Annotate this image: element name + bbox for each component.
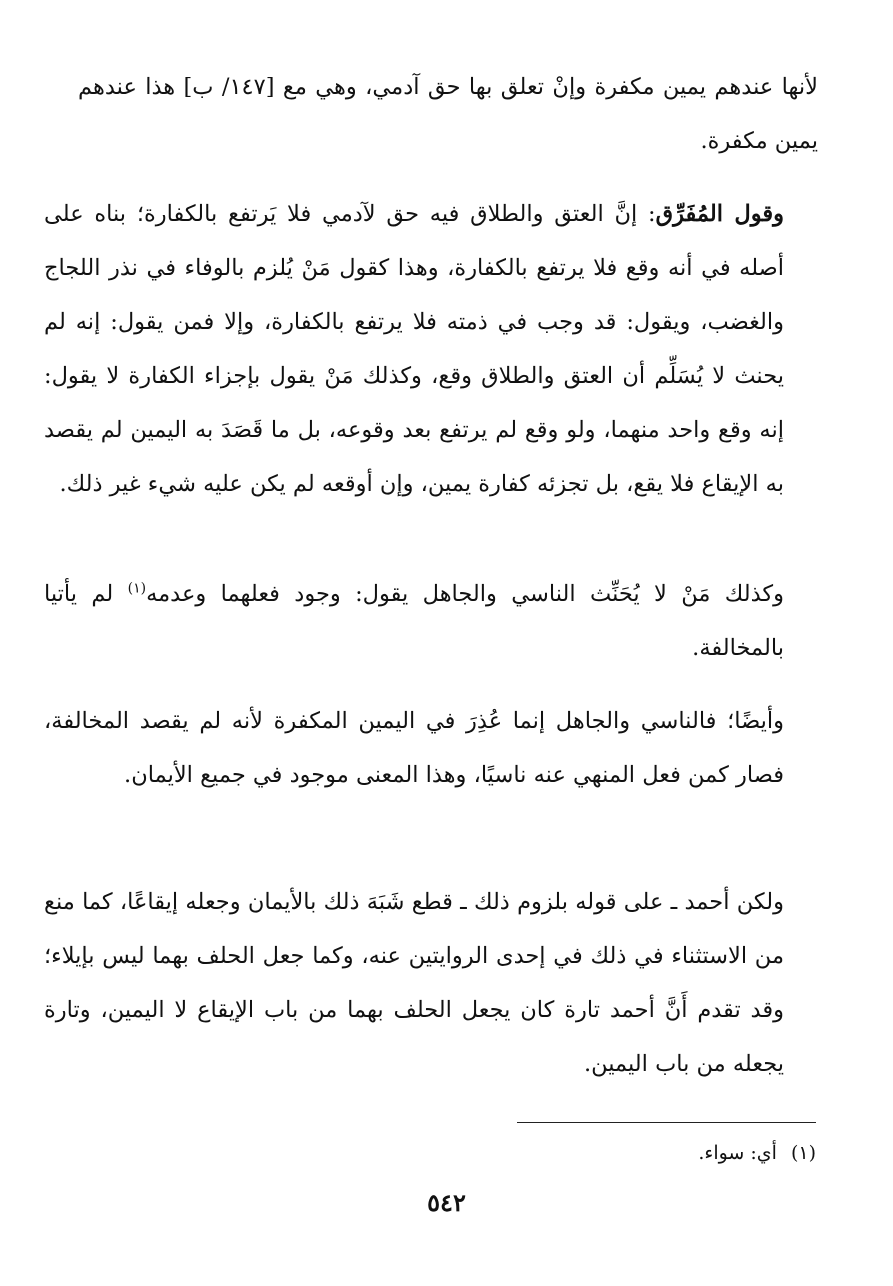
paragraph-4-text: وأيضًا؛ فالناسي والجاهل إنما عُذِرَ في اليمين المكفرة لأنه لم يقصد المخالفة، فصار كمن فعل المنهي عنه ناسيًا، وهذا المعنى موجود في جميع الأيمان. [44,708,784,788]
paragraph-2-lead: وقول المُفَرِّق [655,201,784,227]
paragraph-2 [44,187,818,511]
paragraph-3-text-before: وكذلك مَنْ لا يُحَنِّث الناسي والجاهل يقول: وجود فعلهما وعدمه [146,581,784,607]
footnote-separator [517,1122,816,1123]
paragraph-1-text: لأنها عندهم يمين مكفرة وإنْ تعلق بها حق آدمي، وهي مع [١٤٧/ ب] هذا عندهم يمين مكفرة. [78,74,818,154]
page-number: ٥٤٢ [427,1188,466,1217]
footnote-text: أي: سواء. [698,1142,777,1164]
paragraph-5-text: ولكن أحمد ـ على قوله بلزوم ذلك ـ قطع شَبَهَ ذلك بالأيمان وجعله إيقاعًا، كما منع من الاستثناء في ذلك في إحدى الروايتين عنه، وكما جعل الحلف بهما ليس بإيلاء؛ وقد تقدم أَنَّ أحمد تارة كان يجعل الحلف بهما من باب الإيقاع لا اليمين، وتارة يجعله من باب اليمين. [44,889,784,1077]
paragraph-2-text: : إنَّ العتق والطلاق فيه حق لآدمي فلا يَرتفع بالكفارة؛ بناه على أصله في أنه وقع فلا يرتفع بالكفارة، وهذا كقول مَنْ يُلزم بالوفاء في نذر اللجاج والغضب، ويقول: قد وجب في ذمته فلا يرتفع بالكفارة، وإلا فمن يقول: إنه لم يحنث لا يُسَلِّم أن العتق والطلاق وقع، وكذلك مَنْ يقول بإجزاء الكفارة لا يقول: إنه وقع واحد منهما، ولو وقع لم يرتفع بعد وقوعه، بل ما قَصَدَ به اليمين لم يقصد به الإيقاع فلا يقع، بل تجزئه كفارة يمين، وإن أوقعه لم يكن عليه شيء غير ذلك. [44,201,784,497]
paragraph-4 [44,694,818,802]
paragraph-3-text-after: لم يأتيا بالمخالفة. [44,581,784,661]
paragraph-3 [44,567,818,675]
footnote [698,1135,816,1171]
footnote-reference[interactable]: (١) [127,580,147,597]
footnote-number: (١) [790,1142,816,1164]
paragraph-1 [78,60,818,168]
paragraph-5 [44,875,818,1091]
